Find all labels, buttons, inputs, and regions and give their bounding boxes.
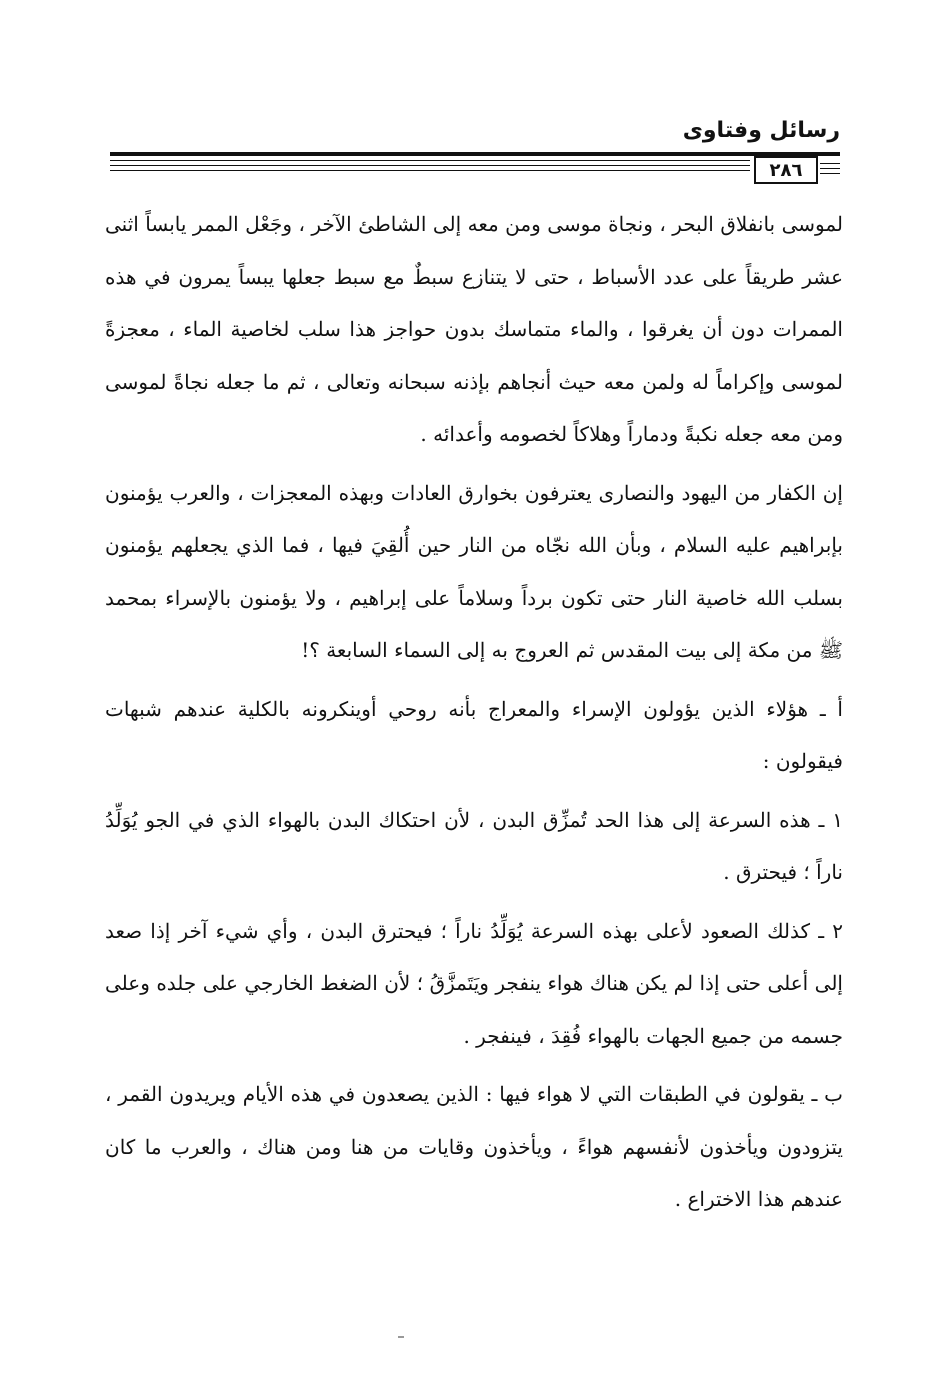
page-number: ٢٨٦ <box>769 159 803 181</box>
footer-mark <box>398 1336 404 1338</box>
paragraph: إن الكفار من اليهود والنصارى يعترفون بخوارق العادات وبهذه المعجزات ، والعرب يؤمنون بإبراهيم عليه السلام ، وبأن الله نجّاه من النار حين أُلقِيَ فيها ، فما الذي يجعلهم يؤمنون بسلب الله خاصية النار حتى تكون برداً وسلاماً على إبراهيم ، ولا يؤمنون بالإسراء بمحمد ﷺ من مكة إلى بيت المقدس ثم العروج به إلى السماء السابعة ؟! <box>105 480 843 662</box>
header-rule-end <box>820 173 840 174</box>
header-rule-thin <box>110 165 750 166</box>
paragraph: ب ـ يقولون في الطبقات التي لا هواء فيها : الذين يصعدون في هذه الأيام ويريدون القمر ، يتزودون ويأخذون لأنفسهم هواءً ، ويأخذون وقايات من هنا ومن هناك ، والعرب ما كان عندهم هذا الاختراع . <box>105 1082 843 1211</box>
header-rule <box>110 152 840 156</box>
page-body <box>105 198 843 1226</box>
header-rule-thin <box>110 170 750 171</box>
page-number-box <box>754 156 818 184</box>
running-head-title: رسائل وفتاوى <box>682 118 840 143</box>
header-rule-thin <box>110 160 750 161</box>
paragraph: لموسى بانفلاق البحر ، ونجاة موسى ومن معه إلى الشاطئ الآخر ، وجَعْل الممر يابساً اثنى عشر طريقاً على عدد الأسباط ، حتى لا يتنازع سبطٌ مع سبط جعلها يبساً يمرون في هذه الممرات دون أن يغرقوا ، والماء متماسك بدون حواجز هذا سلب لخاصية الماء ، معجزةً لموسى وإكراماً له ولمن معه حيث أنجاهم بإذنه سبحانه وتعالى ، ثم ما جعله نجاةً لموسى ومن معه جعله نكبةً ودماراً وهلاكاً لخصومه وأعدائه . <box>105 212 843 446</box>
page-header <box>110 118 840 188</box>
paragraph: ٢ ـ كذلك الصعود لأعلى بهذه السرعة يُوَلِّدُ ناراً ؛ فيحترق البدن ، وأي شيء آخر إذا صعد إلى أعلى حتى إذا لم يكن هناك هواء ينفجر ويَتَمزَّقُ ؛ لأن الضغط الخارجي على جلده وعلى جسمه من جميع الجهات بالهواء فُقِدَ ، فينفجر . <box>105 918 843 1048</box>
paragraph: أ ـ هؤلاء الذين يؤولون الإسراء والمعراج بأنه روحي أوينكرونه بالكلية عندهم شبهات فيقولون : <box>105 696 843 773</box>
paragraph: ١ ـ هذه السرعة إلى هذا الحد تُمزِّق البدن ، لأن احتكاك البدن بالهواء الذي في الجو يُوَلِّدُ ناراً ؛ فيحترق . <box>105 807 843 884</box>
header-rule-end <box>820 168 840 169</box>
header-rule-end <box>820 163 840 164</box>
